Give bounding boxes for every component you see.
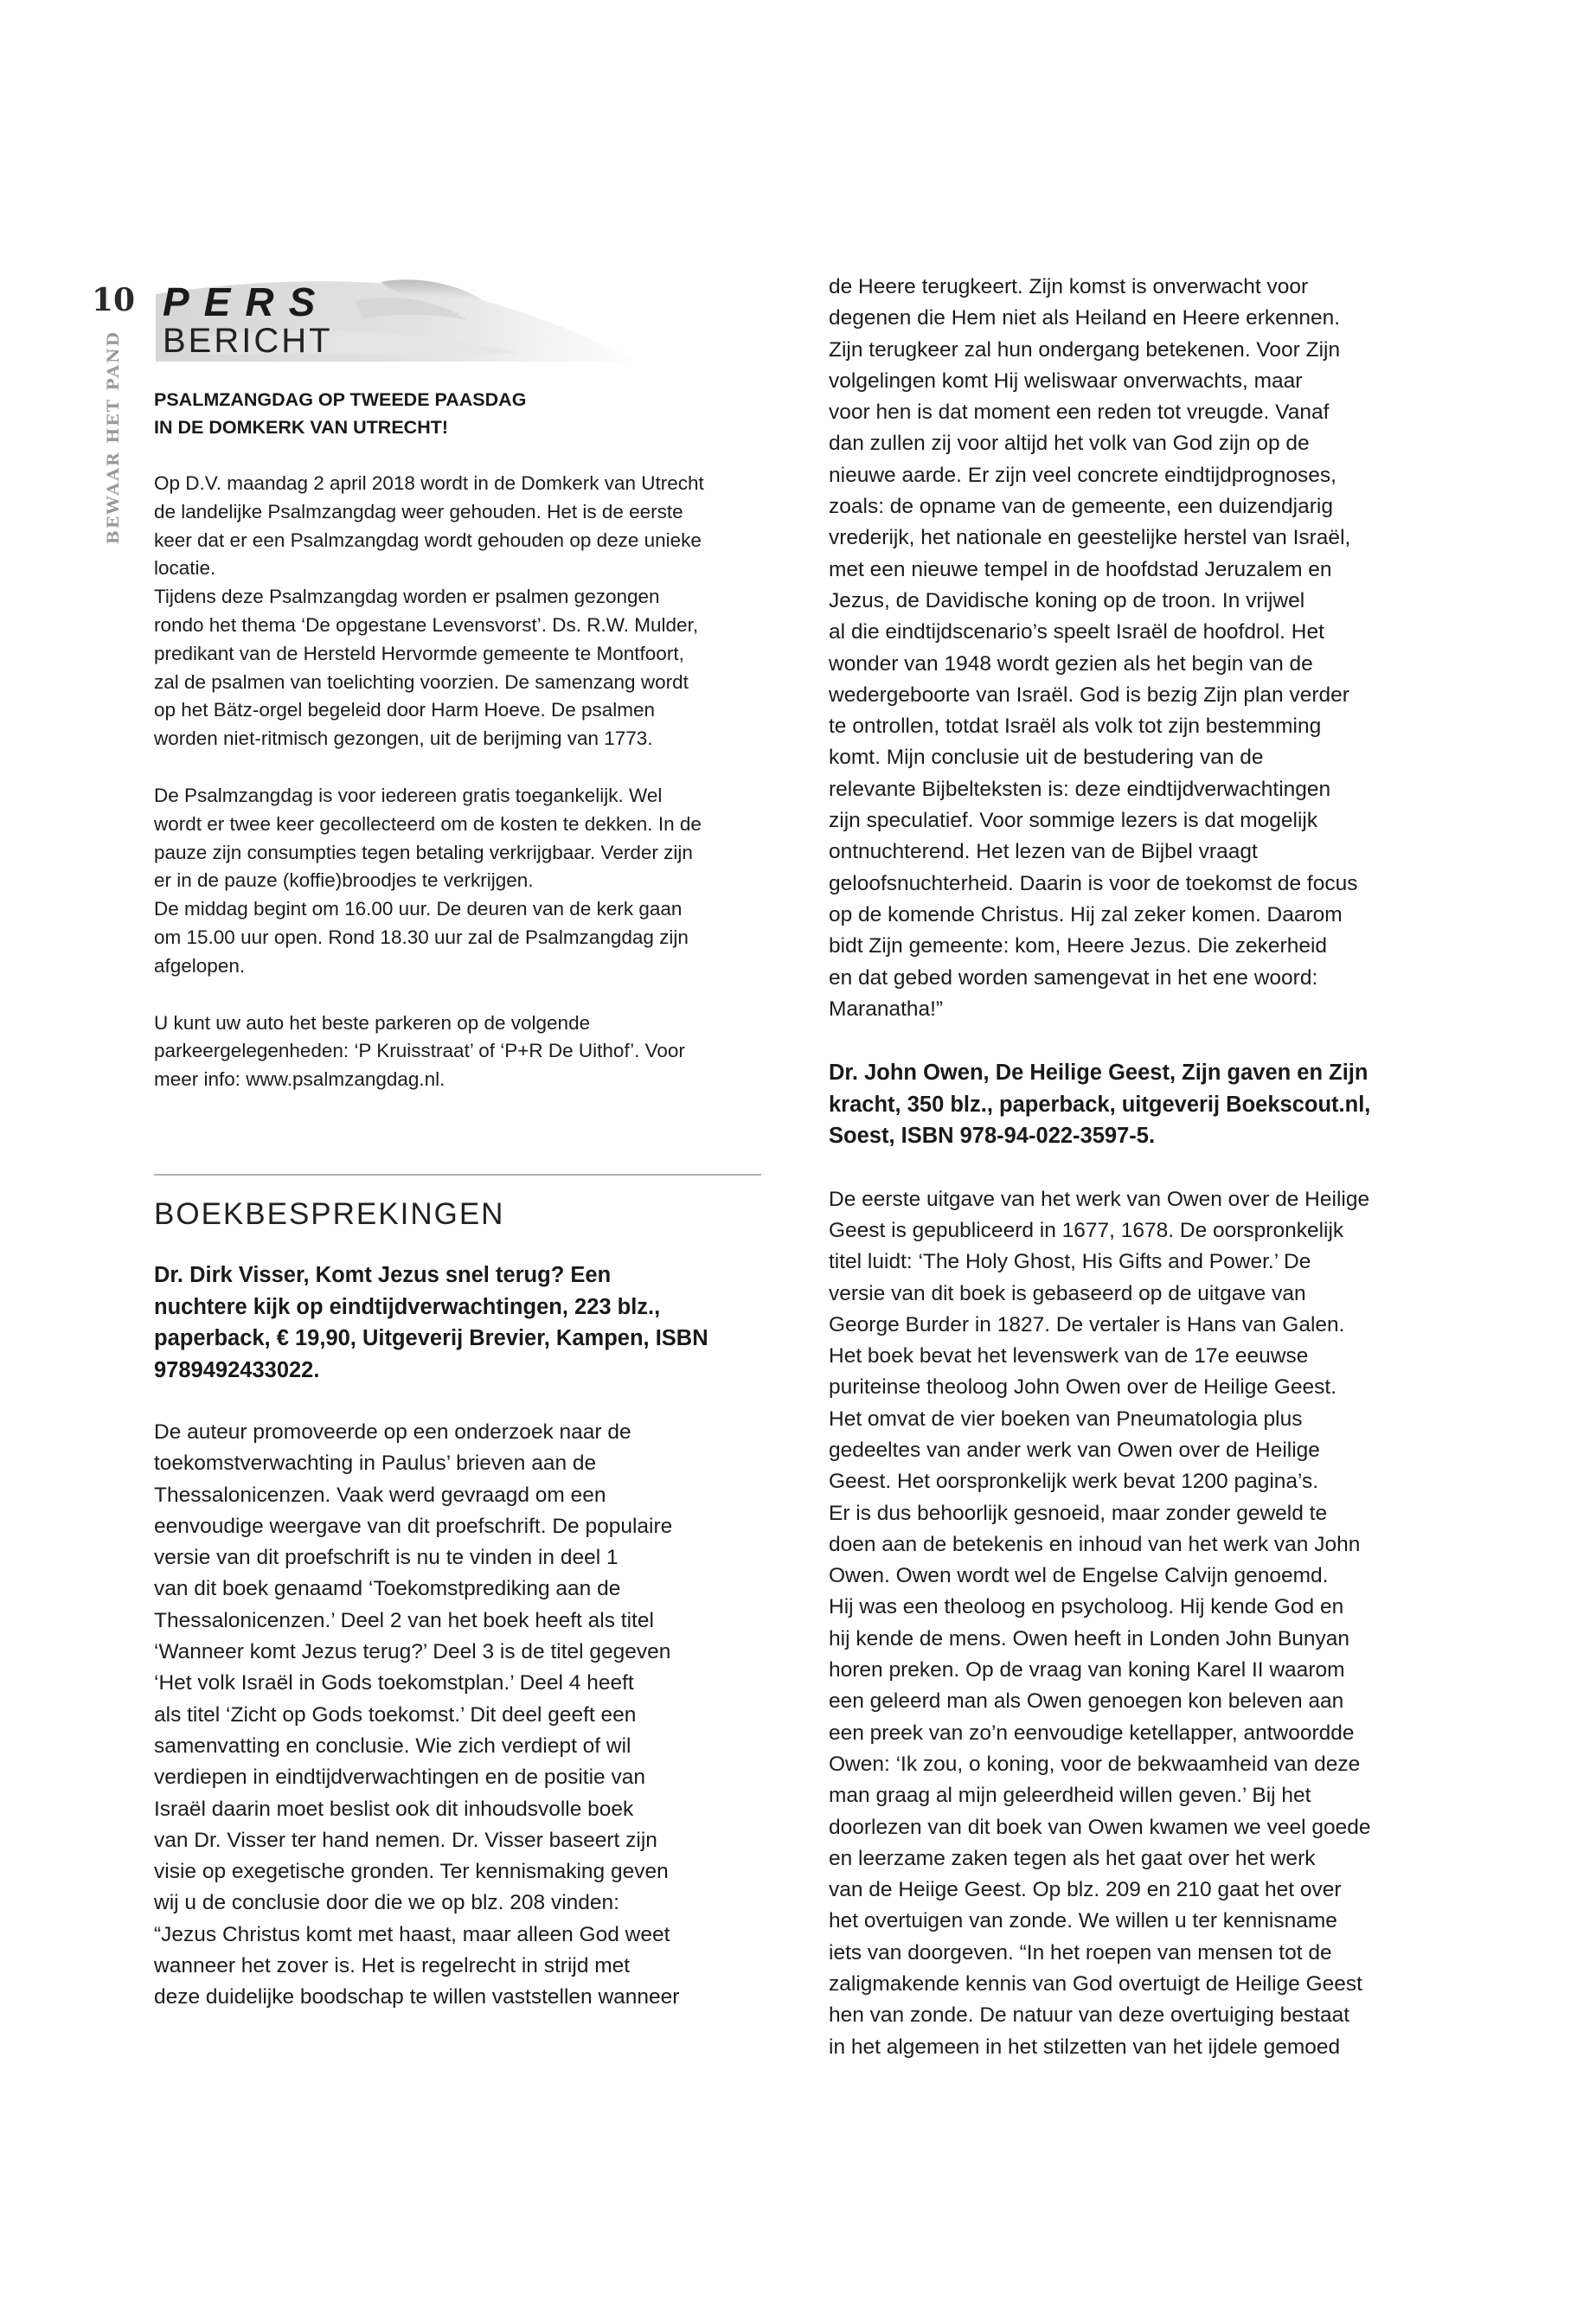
side-label: BEWAAR HET PAND [104,330,123,545]
press-headline: PSALMZANGDAG OP TWEEDE PAASDAG IN DE DOMKERK VAN UTRECHT! [154,389,527,438]
review-1-continued: de Heere terugkeert. Zijn komst is onverwacht voor degenen die Hem niet als Heiland en Heere erkennen. Zijn terugkeer zal hun ondergang betekenen. Voor Zijn volgelingen komt Hij weliswaar onverwachts, maar voor hen is dat moment een reden tot vreugde. Vanaf dan zullen zij voor altijd het volk van God zijn op de nieuwe aarde. Er zijn veel concrete eindtijdprognoses, zoals: de opname van de gemeente, een duizendjarig vrederijk, het nationale en geestelijke herstel van Israël, met een nieuwe tempel in de hoofdstad Jeruzalem en Jezus, de Davidische koning op de troon. In vrijwel al die eindtijdscenario’s speelt Israël de hoofdrol. Het wonder van 1948 wordt gezien als het begin van de wedergeboorte van Israël. God is bezig Zijn plan verder te ontrollen, totdat Israël als volk tot zijn bestemming komt. Mijn conclusie uit de bestudering van de relevante Bijbelteksten is: deze eindtijdverwachtingen zijn speculatief. Voor sommige lezers is dat mogelijk ontnuchterend. Het lezen van de Bijbel vraagt geloofsnuchterheid. Daarin is voor de toekomst de focus op de komende Christus. Hij zal zeker komen. Daarom bidt Zijn gemeente: kom, Heere Jezus. Die zekerheid en dat gebed worden samengevat in het ene woord: Maranatha!” [829,275,1358,1021]
press-paragraph-1: Op D.V. maandag 2 april 2018 wordt in de Domkerk van Utrecht de landelijke Psalmzangdag weer gehouden. Het is de eerste keer dat er een Psalmzangdag wordt gehouden op deze unieke locatie. Tijdens deze Psalmzangdag worden er psalmen gezongen rondo het thema ‘De opgestane Levensvorst’. Ds. R.W. Mulder, predikant van de Hersteld Hervormde gemeente te Montfoort, zal de psalmen van toelichting voorzien. De samenzang wordt op het Bätz-orgel begeleid door Harm Hoeve. De psalmen worden niet-ritmisch gezongen, uit de berijming van 1773. [154,472,704,750]
review-1-heading: Dr. Dirk Visser, Komt Jezus snel terug? Een nuchtere kijk op eindtijdverwachtingen, 223 blz., paperback, € 19,90, Uitgeverij Brevier, Kampen, ISBN 9789492433022. [154,1263,708,1382]
press-paragraph-2: De Psalmzangdag is voor iedereen gratis toegankelijk. Wel wordt er twee keer gecollecteerd om de kosten te dekken. In de pauze zijn consumpties tegen betaling verkrijgbaar. Verder zijn er in de pauze (koffie)broodjes te verkrijgen. De middag begint om 16.00 uur. De deuren van de kerk gaan om 15.00 uur open. Rond 18.30 uur zal de Psalmzangdag zijn afgelopen. [154,784,702,977]
review-2-body: De eerste uitgave van het werk van Owen over de Heilige Geest is gepubliceerd in 1677, 1678. De oorspronkelijk titel luidt: ‘The Holy Ghost, His Gifts and Power.’ De versie van dit boek is gebaseerd op de uitgave van George Burder in 1827. De vertaler is Hans van Galen. Het boek bevat het levenswerk van de 17e eeuwse puriteinse theoloog John Owen over de Heilige Geest. Het omvat de vier boeken van Pneumatologia plus gedeeltes van ander werk van Owen over de Heilige Geest. Het oorspronkelijk werk bevat 1200 pagina’s. Er is dus behoorlijk gesnoeid, maar zonder geweld te doen aan de betekenis en inhoud van het werk van John Owen. Owen wordt wel de Engelse Calvijn genoemd. Hij was een theoloog en psycholoog. Hij kende God en hij kende de mens. Owen heeft in Londen John Bunyan horen preken. Op de vraag van koning Karel II waarom een geleerd man als Owen genoegen kon beleven aan een preek van zo’n eenvoudige ketellapper, antwoordde Owen: ‘Ik zou, o koning, voor de bekwaamheid van deze man graag al mijn geleerdheid willen geven.’ Bij het doorlezen van dit boek van Owen kwamen we veel goede en leerzame zaken tegen als het gaat over het werk van de Heiige Geest. Op blz. 209 en 210 gaat het over het overtuigen van zonde. We willen u ter kennisname iets van doorgeven. “In het roepen van mensen tot de zaligmakende kennis van God overtuigt de Heilige Geest hen van zonde. De natuur van deze overtuiging bestaat in het algemeen in het stilzetten van het ijdele gemoed [829,1187,1371,2059]
press-paragraph-3: U kunt uw auto het beste parkeren op de volgende parkeergelegenheden: ‘P Kruisstraat’ of ‘P+R De Uithof’. Voor meer info: www.psalmzangdag.nl. [154,1011,685,1091]
review-1-body: De auteur promoveerde op een onderzoek naar de toekomstverwachting in Paulus’ brieven aan de Thessalonicenzen. Vaak werd gevraagd om een eenvoudige weergave van dit proefschrift. De populaire versie van dit proefschrift is nu te vinden in deel 1 van dit boek genaamd ‘Toekomstprediking aan de Thessalonicenzen.’ Deel 2 van het boek heeft als titel ‘Wanneer komt Jezus terug?’ Deel 3 is de titel gegeven ‘Het volk Israël in Gods toekomstplan.’ Deel 4 heeft als titel ‘Zicht op Gods toekomst.’ Dit deel geeft een samenvatting en conclusie. Wie zich verdiept of wil verdiepen in eindtijdverwachtingen en de positie van Israël daarin moet beslist ook dit inhoudsvolle boek van Dr. Visser ter hand nemen. Dr. Visser baseert zijn visie op exegetische gronden. Ter kennismaking geven wij u de conclusie door die we op blz. 208 vinden: “Jezus Christus komt met haast, maar alleen God weet wanneer het zover is. Het is regelrecht in strijd met deze duidelijke boodschap te willen vaststellen wanneer [154,1420,680,2009]
press-release [154,386,760,1094]
header-pers: PERS [163,279,330,324]
section-title: BOEKBESPREKINGEN [154,1197,505,1231]
header-bericht: BERICHT [163,322,333,360]
page-number: 10 [92,282,136,318]
review-1 [154,1259,760,2014]
right-column [829,272,1434,2063]
section-divider [154,1174,761,1176]
review-2-heading: Dr. John Owen, De Heilige Geest, Zijn gaven en Zijn kracht, 350 blz., paperback, uitgeverij Boekscout.nl, Soest, ISBN 978-94-022-3597-5. [829,1061,1371,1149]
